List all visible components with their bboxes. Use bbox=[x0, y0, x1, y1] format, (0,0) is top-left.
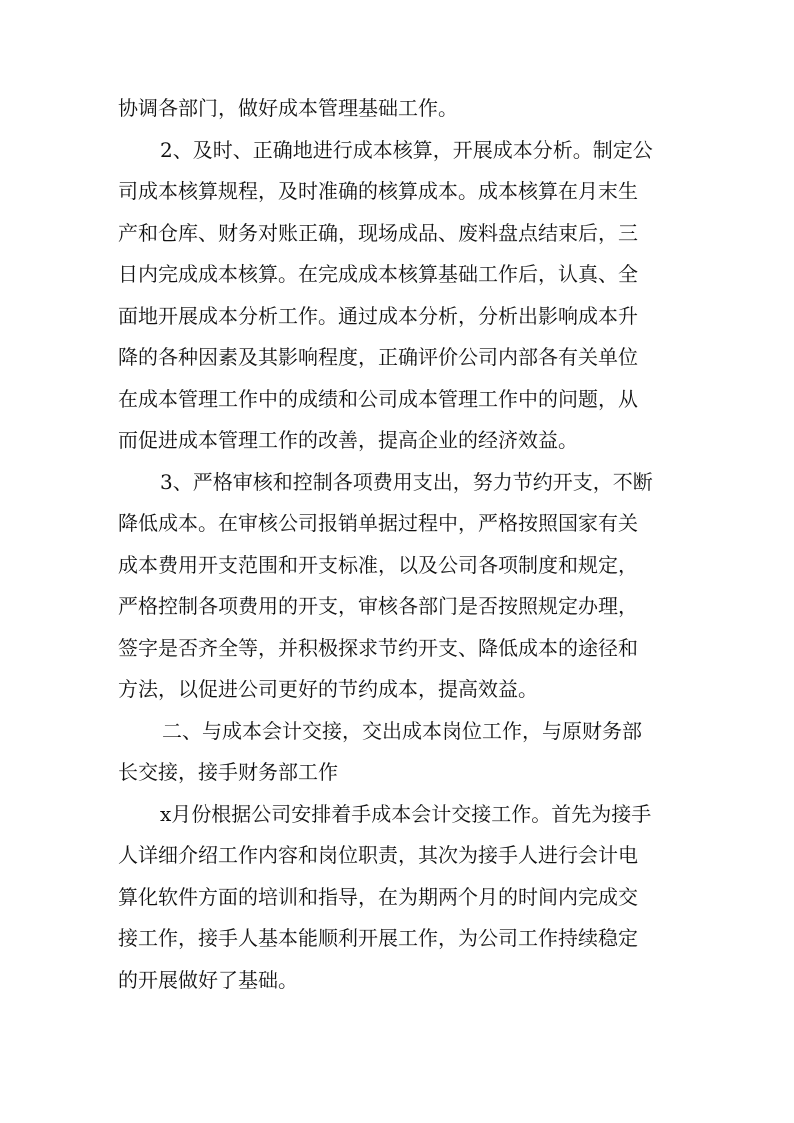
text-line: 降低成本。在审核公司报销单据过程中，严格按照国家有关 bbox=[118, 511, 638, 535]
document-body bbox=[118, 88, 678, 1001]
text-line: 面地开展成本分析工作。通过成本分析，分析出影响成本升 bbox=[118, 303, 638, 328]
text-line: 人详细介绍工作内容和岗位职责，其次为接手人进行会计电 bbox=[118, 843, 638, 867]
section-heading-line: 长交接，接手财务部工作 bbox=[118, 760, 338, 784]
text-line: 方法，以促进公司更好的节约成本，提高效益。 bbox=[118, 677, 538, 701]
text-line: 算化软件方面的培训和指导，在为期两个月的时间内完成交 bbox=[118, 884, 638, 909]
section-heading-line: 二、与成本会计交接，交出成本岗位工作，与原财务部 bbox=[162, 718, 642, 743]
text-line: 降的各种因素及其影响程度，正确评价公司内部各有关单位 bbox=[118, 345, 638, 369]
text-line: 签字是否齐全等，并积极探求节约开支、降低成本的途径和 bbox=[118, 635, 638, 660]
text-line: 2、及时、正确地进行成本核算，开展成本分析。制定公 bbox=[160, 137, 653, 162]
paragraph-2 bbox=[118, 130, 678, 462]
paragraph-3 bbox=[118, 462, 678, 711]
paragraph-4-section-heading bbox=[118, 711, 678, 794]
text-line: 3、严格审核和控制各项费用支出，努力节约开支，不断 bbox=[160, 469, 653, 494]
text-line: 日内完成成本核算。在完成成本核算基础工作后，认真、全 bbox=[118, 262, 638, 286]
text-line: 产和仓库、财务对账正确，现场成品、废料盘点结束后，三 bbox=[118, 220, 638, 245]
text-line: x月份根据公司安排着手成本会计交接工作。首先为接手 bbox=[160, 801, 652, 826]
text-line: 而促进成本管理工作的改善，提高企业的经济效益。 bbox=[118, 428, 578, 452]
text-line: 的开展做好了基础。 bbox=[118, 967, 298, 992]
text-line: 司成本核算规程，及时准确的核算成本。成本核算在月末生 bbox=[118, 179, 638, 203]
paragraph-5 bbox=[118, 794, 678, 1002]
text-line: 严格控制各项费用的开支，审核各部门是否按照规定办理， bbox=[118, 594, 638, 618]
text-line: 成本费用开支范围和开支标准，以及公司各项制度和规定， bbox=[118, 552, 638, 577]
text-line: 接工作，接手人基本能顺利开展工作，为公司工作持续稳定 bbox=[118, 926, 638, 950]
paragraph-1 bbox=[118, 88, 678, 130]
text-line: 在成本管理工作中的成绩和公司成本管理工作中的问题，从 bbox=[118, 386, 638, 411]
text-line: 协调各部门，做好成本管理基础工作。 bbox=[118, 96, 458, 120]
